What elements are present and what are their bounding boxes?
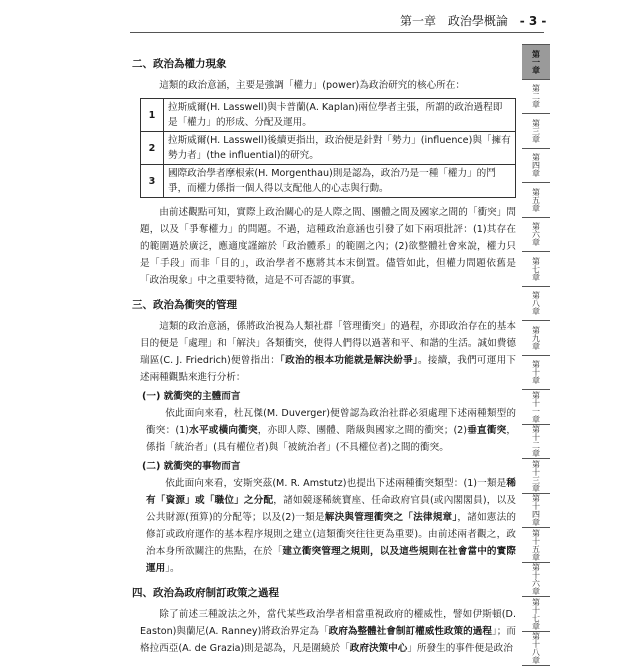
chapter-tab[interactable]: 第四章: [522, 148, 550, 184]
row-number: 1: [141, 99, 164, 132]
text-run: 除了前述三種說法之外，當代某些政治學者相當重視政府的權威性，譬如伊斯頓(D. Easton)與蘭尼(A. Ranney)將政治界定為「: [140, 609, 516, 637]
section-heading-4: 四、政治為政府制訂政策之過程: [132, 585, 516, 602]
emphasis-text: 政府決策中心: [350, 643, 408, 654]
page-number: - 3 -: [520, 14, 547, 28]
emphasis-text: 垂直衝突: [467, 425, 506, 436]
section-4-paragraph: [140, 606, 516, 657]
chapter-label: 第一章: [400, 14, 436, 28]
text-run: ，諸如競逐稀統寶座、任命政府官員(或內閣閣員)，以及公共財源(預算)的分配等；以及(2)一類是: [146, 495, 516, 523]
text-run: 」；而格拉西亞(A. de Grazia)則是認為，凡是圍繞於「: [140, 626, 516, 654]
text-run: 這類的政治意涵，係將政治視為人類社群「管理衝突」的過程，亦即政治存在的基本目的便是「處理」和「解決」各類衝突，使得人們得以過著和平、和諧的生活。誠如費德瑞區(C. J. Friedrich)便曾指出：: [140, 321, 516, 366]
section-heading-2: 二、政治為權力現象: [132, 56, 516, 73]
chapter-tab[interactable]: 第二章: [522, 79, 550, 115]
text-run: ，係指「統治者」(具有權位者)與「被統治者」(不具權位者)之間的衝突。: [146, 425, 516, 453]
chapter-tab[interactable]: 第七章: [522, 251, 550, 287]
matter-paragraph: [146, 475, 516, 577]
table-row: [141, 165, 516, 198]
text-run: ，諸如憲法的修訂或政府運作的基本程序規則之建立(這類衝突往往更為重要)。由前述兩者觀之，政治本身所欲關注的焦點，在於「: [146, 512, 516, 557]
text-run: 」。: [165, 563, 179, 574]
row-text: 拉斯威爾(H. Lasswell)與卡普蘭(A. Kaplan)兩位學者主張，所謂的政治過程即是「權力」的形成、分配及運用。: [164, 99, 516, 132]
section-3-paragraph: [140, 318, 516, 386]
row-number: 3: [141, 165, 164, 198]
chapter-tab[interactable]: 第十七章: [522, 596, 550, 632]
text-run: 依此面向來看，杜瓦傑(M. Duverger)便曾認為政治社群必須處理下述兩種類型的衝突：(1): [146, 408, 516, 436]
text-run: 」所發生的事件便是政治: [407, 643, 513, 654]
chapter-tab[interactable]: 第十二章: [522, 424, 550, 460]
emphasis-text: 「政治的根本功能就是解決紛爭」: [280, 355, 418, 366]
page-header: [400, 12, 546, 29]
chapter-tab[interactable]: 第十五章: [522, 527, 550, 563]
chapter-tab[interactable]: 第五章: [522, 182, 550, 218]
emphasis-text: 水平或橫向衝突: [189, 425, 258, 436]
emphasis-text: 解決與管理衝突之「法律規章」: [325, 512, 458, 523]
text-run: ，亦即人際、團體、階級與國家之間的衝突；(2): [258, 425, 467, 436]
row-number: 2: [141, 132, 164, 165]
page-body: [132, 50, 516, 657]
chapter-tab[interactable]: 第十一章: [522, 389, 550, 425]
chapter-tab[interactable]: 第十章: [522, 355, 550, 391]
chapter-title: 政治學概論: [448, 14, 508, 28]
emphasis-text: 政府為整體社會制訂權威性政策的過程: [329, 626, 492, 637]
chapter-tab[interactable]: 第一章: [522, 44, 550, 80]
chapter-tab[interactable]: 第三章: [522, 113, 550, 149]
text-run: 。接續，我們可運用下述兩種觀點來進行分析：: [140, 355, 516, 383]
emphasis-text: 建立衝突管理之規則，以及這些規則在社會當中的實際運用: [146, 546, 516, 574]
chapter-tab[interactable]: 第八章: [522, 286, 550, 322]
section-2-intro: 這類的政治意涵，主要是強調「權力」(power)為政治研究的核心所在：: [140, 77, 516, 94]
subheading-matter: (二) 就衝突的事物而言: [142, 458, 516, 475]
table-row: [141, 99, 516, 132]
chapter-tab[interactable]: 第十六章: [522, 562, 550, 598]
chapter-tab[interactable]: 第六章: [522, 217, 550, 253]
power-views-table: [140, 98, 516, 198]
header-divider: [130, 32, 544, 33]
emphasis-text: 稀有「資源」或「職位」之分配: [146, 478, 516, 506]
chapter-tab[interactable]: 第十四章: [522, 493, 550, 529]
chapter-tab[interactable]: 第九章: [522, 320, 550, 356]
chapter-tab[interactable]: 第十八章: [522, 631, 550, 666]
subheading-subject: (一) 就衝突的主體而言: [142, 388, 516, 405]
row-text: 拉斯威爾(H. Lasswell)後續更指出，政治便是針對「勢力」(influence)與「擁有勢力者」(the influential)的研究。: [164, 132, 516, 165]
table-row: [141, 132, 516, 165]
subject-paragraph: [146, 405, 516, 456]
chapter-tab[interactable]: 第十三章: [522, 458, 550, 494]
chapter-tabs: [522, 44, 550, 665]
row-text: 國際政治學者摩根索(H. Morgenthau)則是認為，政治乃是一種「權力」的鬥爭，而權力係指一個人得以支配他人的心志與行動。: [164, 165, 516, 198]
section-2-paragraph: 由前述觀點可知，實際上政治關心的是人際之間、團體之間及國家之間的「衝突」問題，以及「爭奪權力」的問題。不過，這種政治意涵也引發了如下兩項批評：(1)其存在的範圍過於廣泛，應適度謹縮於「政治體系」的範圍之內；(2)欲整體社會來說，權力只是「手段」而非「目的」，政治學者不應將其本末倒置。儘管如此，但權力問題依舊是「政治現象」中之重要特徵，這是不可否認的事實。: [140, 204, 516, 289]
text-run: 依此面向來看，安斯突茲(M. R. Amstutz)也提出下述兩種衝突類型：(1)一類是: [165, 478, 506, 489]
section-heading-3: 三、政治為衝突的管理: [132, 297, 516, 314]
